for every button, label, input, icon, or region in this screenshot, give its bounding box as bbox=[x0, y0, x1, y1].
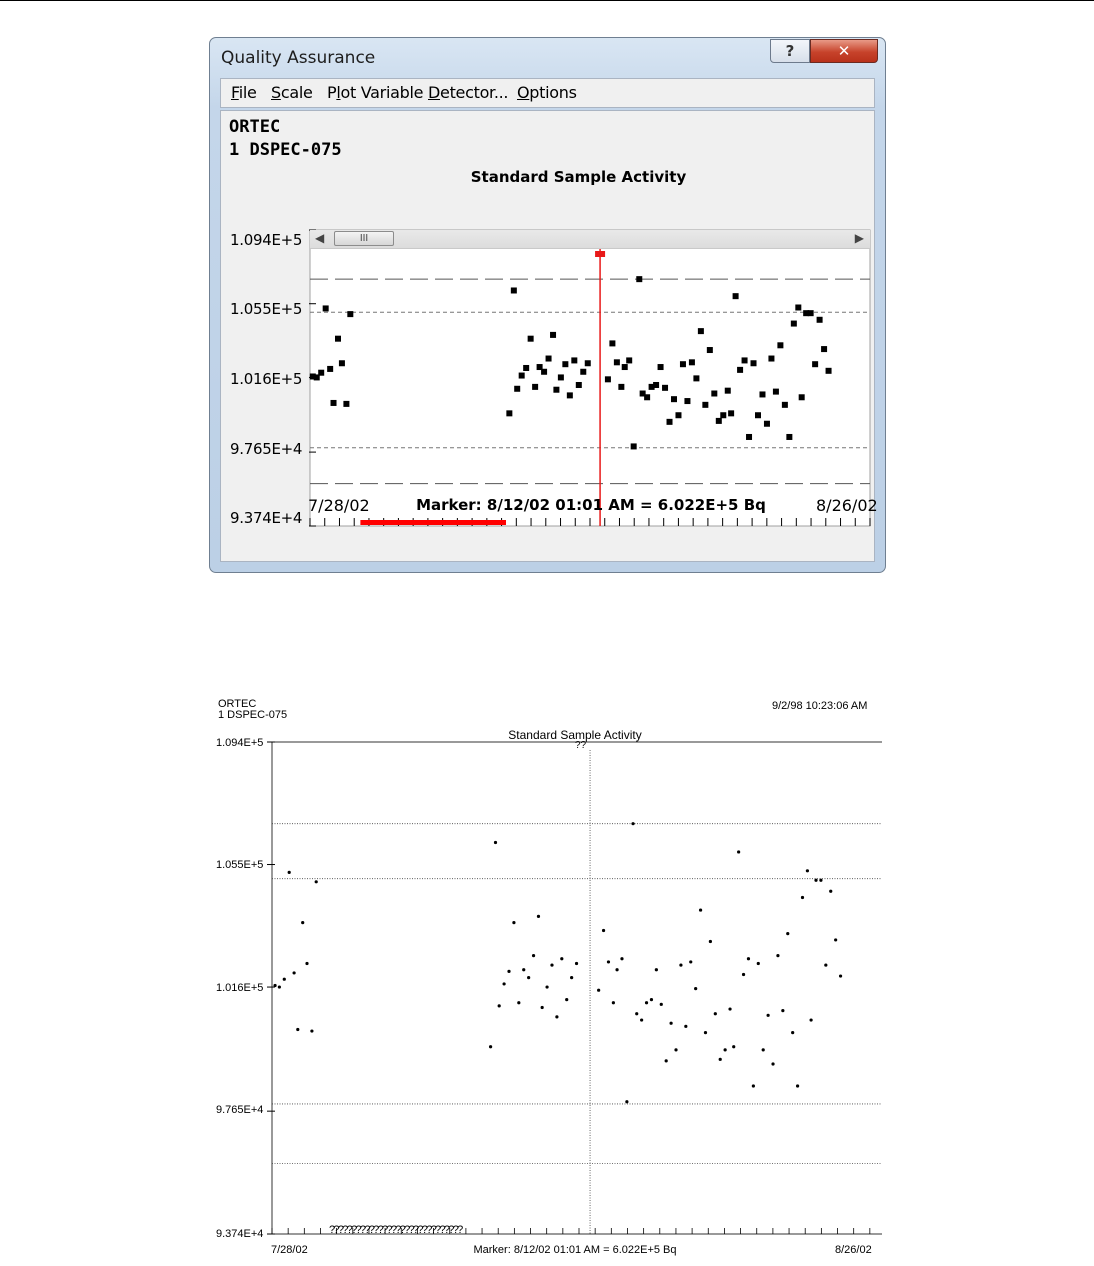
data-point bbox=[720, 412, 726, 418]
menu-bar bbox=[220, 78, 875, 108]
print-data-point bbox=[665, 1059, 668, 1062]
data-point bbox=[755, 412, 761, 418]
print-data-point bbox=[502, 982, 505, 985]
print-data-point bbox=[747, 957, 750, 960]
data-point bbox=[782, 402, 788, 408]
data-point bbox=[562, 361, 568, 367]
help-button[interactable]: ? bbox=[770, 39, 810, 63]
data-point bbox=[693, 375, 699, 381]
data-point bbox=[658, 364, 664, 370]
data-point bbox=[667, 419, 673, 425]
data-point bbox=[684, 398, 690, 404]
print-data-point bbox=[631, 822, 634, 825]
data-point bbox=[675, 412, 681, 418]
print-data-point bbox=[709, 940, 712, 943]
data-point bbox=[609, 340, 615, 346]
print-data-point bbox=[670, 1022, 673, 1025]
print-data-point bbox=[679, 963, 682, 966]
data-gap-bar bbox=[360, 520, 506, 525]
data-point bbox=[751, 360, 757, 366]
print-detector-label: 1 DSPEC-075 bbox=[218, 709, 288, 721]
print-y-tick-label: 9.765E+4 bbox=[216, 1104, 264, 1116]
data-point bbox=[347, 311, 353, 317]
data-point bbox=[318, 370, 324, 376]
data-point bbox=[707, 347, 713, 353]
print-data-point bbox=[704, 1031, 707, 1034]
print-gap-glyphs: ?????????????????????????????? bbox=[329, 1224, 462, 1236]
data-point bbox=[636, 276, 642, 282]
print-data-point bbox=[660, 1003, 663, 1006]
print-data-point bbox=[570, 976, 573, 979]
print-data-point bbox=[537, 915, 540, 918]
plot-area[interactable] bbox=[309, 229, 871, 527]
print-data-point bbox=[806, 869, 809, 872]
y-tick-label: 1.094E+5 bbox=[230, 231, 303, 249]
print-data-point bbox=[645, 1001, 648, 1004]
data-point bbox=[605, 376, 611, 382]
print-data-point bbox=[801, 896, 804, 899]
print-data-point bbox=[694, 987, 697, 990]
print-data-point bbox=[615, 968, 618, 971]
print-data-point bbox=[555, 1015, 558, 1018]
print-data-point bbox=[776, 954, 779, 957]
print-data-point bbox=[494, 841, 497, 844]
y-tick-label: 9.374E+4 bbox=[230, 509, 303, 527]
menu-scale[interactable]: Scale bbox=[271, 83, 313, 102]
data-point bbox=[746, 434, 752, 440]
data-point bbox=[711, 390, 717, 396]
print-data-point bbox=[565, 998, 568, 1001]
print-data-point bbox=[310, 1029, 313, 1032]
print-data-point bbox=[498, 1004, 501, 1007]
data-point bbox=[653, 382, 659, 388]
data-point bbox=[622, 364, 628, 370]
print-timestamp: 9/2/98 10:23:06 AM bbox=[772, 700, 868, 712]
data-point bbox=[808, 310, 814, 316]
print-data-point bbox=[824, 963, 827, 966]
data-point bbox=[528, 336, 534, 342]
chart-title: Standard Sample Activity bbox=[470, 168, 687, 186]
print-data-point bbox=[781, 1009, 784, 1012]
data-point bbox=[626, 357, 632, 363]
data-point bbox=[571, 357, 577, 363]
data-point bbox=[506, 410, 512, 416]
print-data-point bbox=[560, 957, 563, 960]
scroll-right-arrow-icon[interactable]: ▶ bbox=[854, 231, 864, 245]
print-data-point bbox=[674, 1048, 677, 1051]
print-data-point bbox=[283, 978, 286, 981]
print-data-point bbox=[522, 968, 525, 971]
print-data-point bbox=[293, 971, 296, 974]
data-point bbox=[698, 328, 704, 334]
print-y-tick-label: 1.094E+5 bbox=[216, 737, 264, 749]
data-point bbox=[795, 304, 801, 310]
print-data-point bbox=[819, 879, 822, 882]
print-data-point bbox=[278, 985, 281, 988]
print-data-point bbox=[625, 1100, 628, 1103]
data-point bbox=[662, 385, 668, 391]
print-data-point bbox=[507, 970, 510, 973]
print-data-point bbox=[737, 850, 740, 853]
print-data-point bbox=[809, 1018, 812, 1021]
print-marker-readout: Marker: 8/12/02 01:01 AM = 6.022E+5 Bq bbox=[473, 1244, 677, 1256]
data-point bbox=[773, 389, 779, 395]
data-point bbox=[327, 366, 333, 372]
data-point bbox=[786, 434, 792, 440]
y-tick-label: 1.016E+5 bbox=[230, 370, 303, 388]
plot-background bbox=[310, 230, 870, 526]
marker-readout: Marker: 8/12/02 01:01 AM = 6.022E+5 Bq bbox=[416, 496, 766, 514]
print-data-point bbox=[545, 985, 548, 988]
print-data-point bbox=[834, 938, 837, 941]
print-data-point bbox=[724, 1048, 727, 1051]
print-data-point bbox=[640, 1018, 643, 1021]
menu-plot-variable[interactable]: Plot Variable bbox=[327, 83, 424, 102]
marker-head bbox=[595, 251, 605, 257]
print-data-point bbox=[532, 954, 535, 957]
quality-assurance-window bbox=[209, 37, 886, 573]
x-end-label: 8/26/02 bbox=[816, 496, 878, 515]
y-tick-label: 9.765E+4 bbox=[230, 440, 303, 458]
data-point bbox=[567, 392, 573, 398]
data-point bbox=[576, 382, 582, 388]
data-point bbox=[737, 367, 743, 373]
data-point bbox=[725, 388, 731, 394]
menu-detector[interactable]: Detector... bbox=[428, 83, 509, 102]
horizontal-scrollbar[interactable] bbox=[310, 230, 870, 249]
print-data-point bbox=[829, 890, 832, 893]
print-chart-title: Standard Sample Activity bbox=[508, 728, 642, 742]
print-data-point bbox=[762, 1048, 765, 1051]
print-x-start-label: 7/28/02 bbox=[271, 1244, 308, 1256]
data-point bbox=[618, 384, 624, 390]
print-y-tick-label: 9.374E+4 bbox=[216, 1228, 264, 1240]
data-point bbox=[733, 293, 739, 299]
print-data-point bbox=[719, 1058, 722, 1061]
data-point bbox=[799, 394, 805, 400]
print-data-point bbox=[732, 1045, 735, 1048]
print-data-point bbox=[796, 1084, 799, 1087]
data-point bbox=[759, 391, 765, 397]
print-data-point bbox=[791, 1031, 794, 1034]
chart-client-area bbox=[220, 110, 878, 562]
print-data-point bbox=[699, 908, 702, 911]
print-data-point bbox=[728, 1007, 731, 1010]
print-data-point bbox=[575, 962, 578, 965]
data-point bbox=[812, 361, 818, 367]
data-point bbox=[777, 342, 783, 348]
data-point bbox=[742, 357, 748, 363]
data-point bbox=[532, 384, 538, 390]
print-data-point bbox=[607, 960, 610, 963]
data-point bbox=[644, 394, 650, 400]
data-point bbox=[791, 321, 797, 327]
print-data-point bbox=[635, 1012, 638, 1015]
data-point bbox=[702, 402, 708, 408]
data-point bbox=[821, 346, 827, 352]
scroll-thumb[interactable]: III bbox=[334, 231, 394, 246]
print-data-point bbox=[489, 1045, 492, 1048]
print-y-tick-label: 1.055E+5 bbox=[216, 859, 264, 871]
data-point bbox=[558, 374, 564, 380]
data-point bbox=[514, 386, 520, 392]
window-title: Quality Assurance bbox=[221, 48, 376, 68]
print-data-point bbox=[767, 1014, 770, 1017]
print-data-point bbox=[814, 879, 817, 882]
print-data-point bbox=[512, 921, 515, 924]
print-data-point bbox=[752, 1084, 755, 1087]
y-tick-label: 1.055E+5 bbox=[230, 300, 303, 318]
data-point bbox=[519, 373, 525, 379]
print-y-tick-label: 1.016E+5 bbox=[216, 982, 264, 994]
print-data-point bbox=[786, 932, 789, 935]
data-point bbox=[680, 361, 686, 367]
close-button[interactable]: ✕ bbox=[810, 39, 878, 63]
menu-file[interactable]: File bbox=[231, 83, 257, 102]
data-point bbox=[580, 369, 586, 375]
data-point bbox=[716, 418, 722, 424]
menu-options[interactable]: Options bbox=[517, 83, 577, 102]
scroll-left-arrow-icon[interactable]: ◀ bbox=[315, 231, 325, 245]
data-point bbox=[323, 305, 329, 311]
data-point bbox=[768, 356, 774, 362]
detector-label: 1 DSPEC-075 bbox=[229, 140, 342, 160]
data-point bbox=[826, 368, 832, 374]
data-point bbox=[331, 400, 337, 406]
print-data-point bbox=[689, 960, 692, 963]
data-point bbox=[728, 410, 734, 416]
data-point bbox=[339, 360, 345, 366]
print-data-point bbox=[612, 1001, 615, 1004]
company-label: ORTEC bbox=[229, 117, 281, 137]
print-data-point bbox=[273, 984, 276, 987]
page-top-rule bbox=[0, 0, 1094, 1]
x-start-label: 7/28/02 bbox=[308, 496, 370, 515]
data-point bbox=[553, 387, 559, 393]
print-data-point bbox=[620, 957, 623, 960]
print-data-point bbox=[650, 998, 653, 1001]
print-data-point bbox=[305, 962, 308, 965]
data-point bbox=[817, 317, 823, 323]
print-data-point bbox=[602, 929, 605, 932]
print-plot-frame bbox=[272, 742, 882, 1234]
print-data-point bbox=[517, 1001, 520, 1004]
print-data-point bbox=[315, 880, 318, 883]
data-point bbox=[523, 365, 529, 371]
data-point bbox=[671, 396, 677, 402]
print-data-point bbox=[288, 871, 291, 874]
print-data-point bbox=[655, 968, 658, 971]
data-point bbox=[764, 421, 770, 427]
print-data-point bbox=[541, 1006, 544, 1009]
print-plot-area bbox=[262, 738, 882, 1236]
print-data-point bbox=[839, 974, 842, 977]
data-point bbox=[689, 359, 695, 365]
print-marker-glyph: ?? bbox=[575, 740, 587, 751]
data-point bbox=[546, 356, 552, 362]
data-point bbox=[511, 287, 517, 293]
data-point bbox=[343, 401, 349, 407]
print-company-label: ORTEC bbox=[218, 698, 257, 710]
data-point bbox=[335, 336, 341, 342]
print-data-point bbox=[757, 962, 760, 965]
data-point bbox=[585, 360, 591, 366]
print-data-point bbox=[550, 963, 553, 966]
data-point bbox=[541, 369, 547, 375]
data-point bbox=[550, 332, 556, 338]
print-data-point bbox=[771, 1062, 774, 1065]
print-data-point bbox=[301, 921, 304, 924]
data-point bbox=[614, 359, 620, 365]
print-x-end-label: 8/26/02 bbox=[835, 1244, 872, 1256]
print-data-point bbox=[296, 1028, 299, 1031]
print-data-point bbox=[714, 1012, 717, 1015]
print-data-point bbox=[742, 973, 745, 976]
print-data-point bbox=[684, 1025, 687, 1028]
print-data-point bbox=[597, 989, 600, 992]
data-point bbox=[631, 443, 637, 449]
print-data-point bbox=[527, 976, 530, 979]
